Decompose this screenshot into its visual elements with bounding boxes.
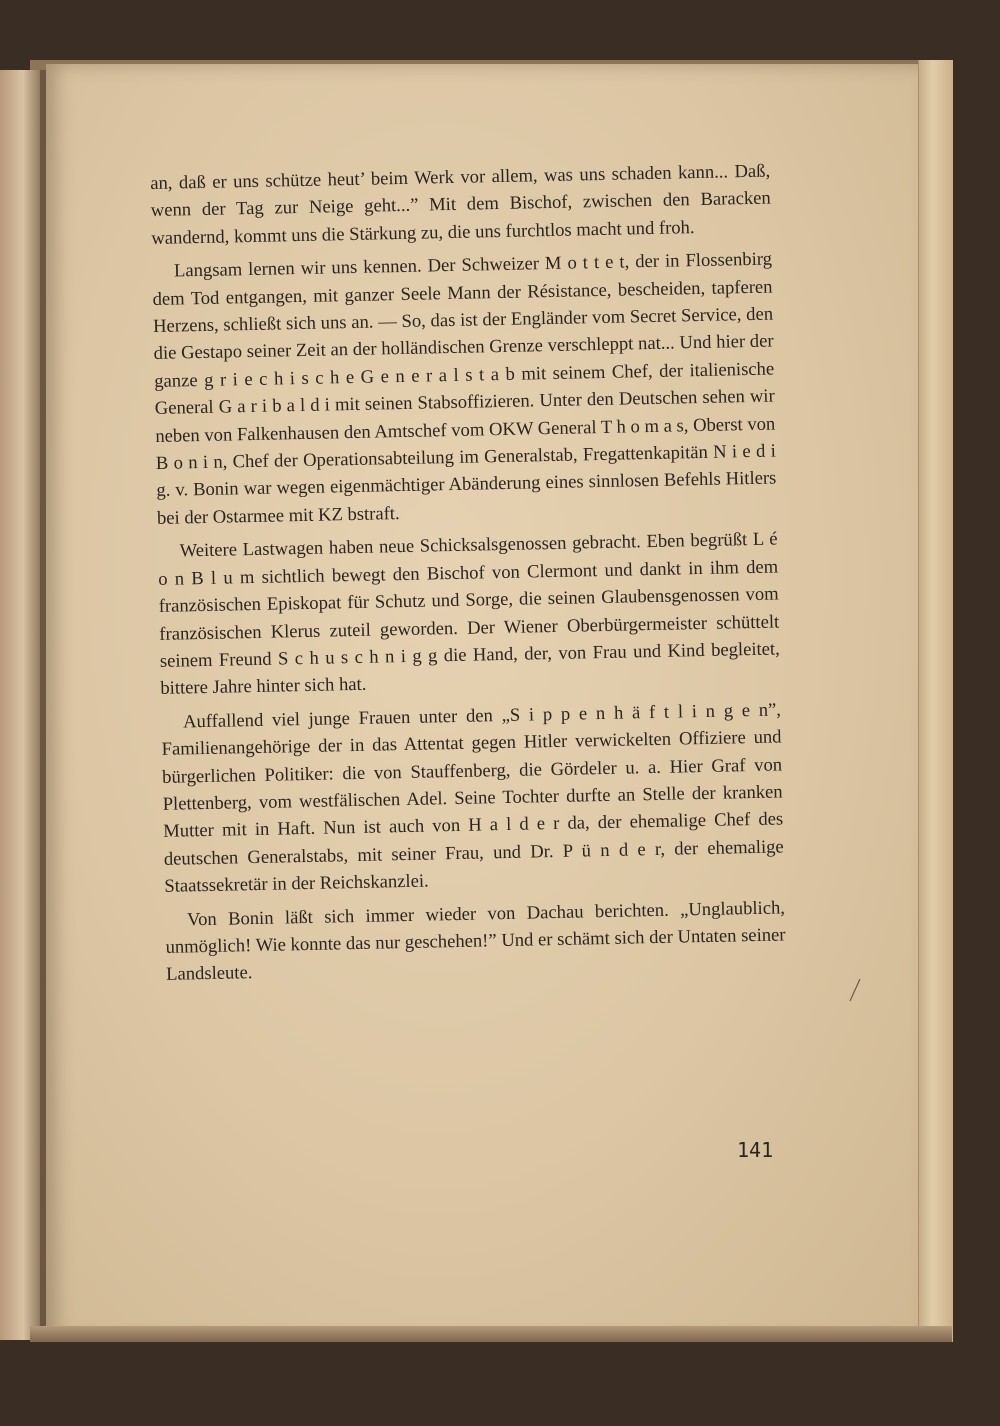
paragraph: Langsam lernen wir uns kennen. Der Schweizer M o t t e t, der in Flossenbirg dem Tod entgangen, mit ganzer Seele Mann der Résistance, bescheiden, tapferen Herzens, schließt sich uns an. — So, das ist der Engländer vom Secret Service, den die Gestapo seiner Zeit an der holländischen Grenze verschleppt nat... Und hier der ganze g r i e c h i s c h e G e n e r a l s t a b mit seinem Chef, der italienische General G a r i b a l d i mit seinen Stabsoffizieren. Unter den Deutschen sehen wir neben von Falkenhausen den Amtschef vom OKW General T h o m a s, Oberst von B o n i n, Chef der Operationsabteilung im Generalstab, Fregattenkapitän N i e d i g. v. Bonin war wegen eigenmächtiger Abänderung eines sinnlosen Befehls Hitlers bei der Ostarmee mit KZ bstraft. bbox=[152, 248, 777, 529]
page-text bbox=[150, 158, 786, 995]
paragraph: an, daß er uns schütze heut’ beim Werk vor allem, was uns schaden kann... Daß, wenn der Tag zur Neige geht...” Mit dem Bischof, zwischen den Baracken wandernd, kommt uns die Stärkung zu, die uns furchtlos macht und froh. bbox=[150, 160, 771, 249]
paragraph: Auffallend viel junge Frauen unter den „S i p p e n h ä f t l i n g e n”, Familienangehörige der in das Attentat gegen Hitler verwickelten Offiziere und bürgerlichen Politiker: die von Stauffenberg, die Gördeler u. a. Hier Graf von Plettenberg, vom westfälischen Adel. Seine Tochter durfte an Stelle der kranken Mutter mit in Haft. Nun ist auch von H a l d e r da, der ehemalige Chef des deutschen Generalstabs, mit seiner Frau, und Dr. P ü n d e r, der ehemalige Staatssekretär in der Reichskanzlei. bbox=[161, 699, 784, 898]
paragraph: Von Bonin läßt sich immer wieder von Dachau berichten. „Unglaublich, unmöglich! Wie konnte das nur geschehen!” Und er schämt sich der Untaten seiner Landsleute. bbox=[165, 896, 786, 986]
right-cover-edge bbox=[918, 60, 953, 1342]
left-page-edge bbox=[0, 70, 42, 1340]
page-number: 141 bbox=[737, 1138, 774, 1162]
bottom-cover-board bbox=[30, 1326, 952, 1342]
paragraph: Weitere Lastwagen haben neue Schicksalsgenossen gebracht. Eben begrüßt L é o n B l u m sichtlich bewegt den Bischof von Clermont und dankt in ihm dem französischen Episkopat für Schutz und Sorge, die seinen Glaubensgenossen vom französischen Klerus zuteil geworden. Der Wiener Oberbürgermeister schüttelt seinem Freund S c h u s c h n i g g die Hand, der, von Frau und Kind begleitet, bittere Jahre hinter sich hat. bbox=[158, 528, 780, 700]
pencil-mark bbox=[848, 978, 862, 1002]
